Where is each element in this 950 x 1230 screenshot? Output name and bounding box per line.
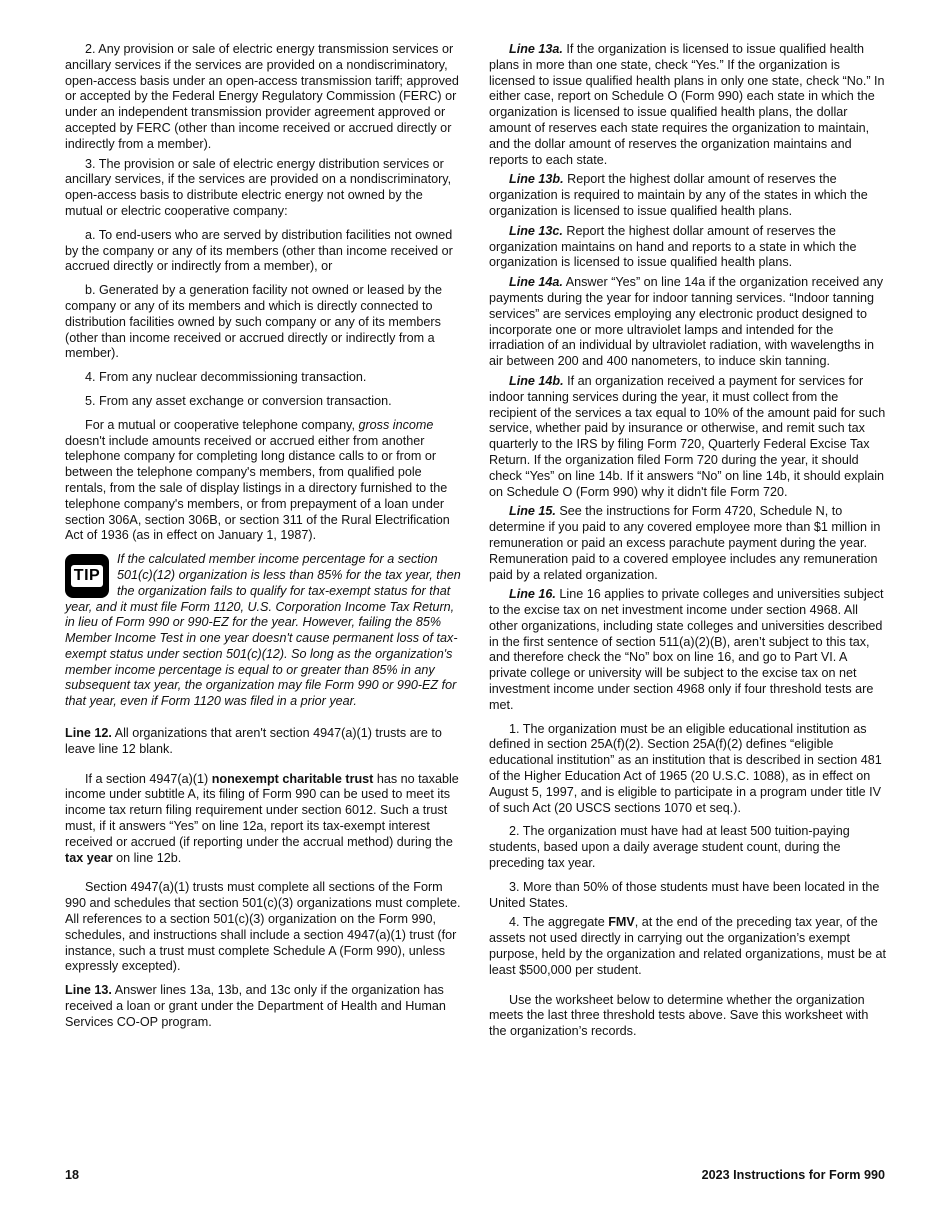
line-16-paragraph: Line 16. Line 16 applies to private colleges and universities subject to the excise tax on net investment income under section 4968. All other organizations, including state colleges and universities described in the first sentence of section 511(a)(2)(B), aren’t subject to this tax, and therefore check the “No” box on line 16, and go to Part VI. A private college or university will be subject to the excise tax on net investment income under section 4968 only if four threshold tests are met. [489,587,884,712]
paragraph-telephone: For a mutual or cooperative telephone company, gross income doesn't include amounts received or accrued either from another telephone company for completing long distance calls to or from or between the telephone company's members, from qualified pole rentals, from the sale of display listings in a directory furnished to the telephone company's members, or from prepayment of a loan under section 306A, section 306B, or section 311 of the Rural Electrification Act of 1936 (as in effect on January 1, 1987). [65,417,450,543]
line-13-heading: Line 13. [65,983,112,998]
page-number: 18 [65,1168,80,1182]
line-13a-paragraph: Line 13a. If the organization is licensed to issue qualified health plans in more than one state, check “Yes.” If the organization is licensed to issue qualified health plans in only one state, check “No.” In either case, report on Schedule O (Form 990) each state in which the organization is licensed to issue qualified health plans, the dollar amount of reserves each state requires the organization to maintain, and the dollar amount of reserves the organization maintains and reports to each state. [489,42,885,167]
line-13-paragraph: Line 13. Answer lines 13a, 13b, and 13c only if the organization has received a loan or grant under the Department of Health and Human Services CO-OP program. [65,983,446,1029]
term-fmv: FMV [608,915,635,930]
tip-box [65,552,463,710]
line-13a-heading: Line 13a. [509,42,563,56]
line-14a-paragraph: Line 14a. Answer “Yes” on line 14a if the organization received any payments during the year for indoor tanning services. “Indoor tanning services” are services employing any electronic product designed to incorporate one or more ultraviolet lamps and intended for the irradiation of an individual by ultraviolet radiation, with wavelengths in air between 200 and 400 nanometers, to induce skin tanning. [489,275,884,369]
paragraph-worksheet-note: Use the worksheet below to determine whether the organization meets the last three threshold tests above. Save this worksheet with the organization’s records. [489,992,869,1039]
paragraph-generation-facility: b. Generated by a generation facility not owned or leased by the company or any of its members and which is directly connected to distribution facilities owned by such company or any of its members (other than income received or accrued directly or indirectly from a member). [65,283,443,361]
line-14a-heading: Line 14a. [509,275,563,290]
paragraph-transmission: 2. Any provision or sale of electric energy transmission services or ancillary services if the services are provided on a nondiscriminatory, open-access basis under an open-access transmission tariff; approved or accepted by the Federal Energy Regulatory Commission (FERC) or under an independent transmission provider agreement approved or accepted by FERC (other than income received or accrued directly or indirectly from a member). [65,42,459,151]
paragraph-nuclear: 4. From any nuclear decommissioning transaction. [85,370,367,385]
term-nonexempt-charitable-trust: nonexempt charitable trust [211,771,374,786]
line-13c-paragraph: Line 13c. Report the highest dollar amount of reserves the organization maintains on hand and reports to a state in which the organization is licensed to issue qualified health plans. [489,223,857,270]
paragraph-distribution: 3. The provision or sale of electric energy distribution services or ancillary services, if the services are provided on a nondiscriminatory, open-access basis to distribute electric energy not owned by the mutual or electric cooperative company: [65,156,452,218]
line-14b-paragraph: Line 14b. If an organization received a payment for services for indoor tanning services during the year, it must collect from the recipient of the services a tax equal to 10% of the amount paid for such service, whether paid by insurance or otherwise, and remit such tax quarterly to the IRS by filing Form 720, Quarterly Federal Excise Tax Return. If the organization filed Form 720 during the year, it should check “Yes” on line 14b. If it answers “No” on line 14b, it should explain on Schedule O (Form 990) why it didn't file Form 720. [489,373,886,499]
line-13b-paragraph: Line 13b. Report the highest dollar amount of reserves the organization is required to maintain by any of the states in which the organization is licensed to issue qualified health plans. [489,172,868,218]
right-column [489,42,887,1044]
line-13b-heading: Line 13b. [509,172,564,187]
line-14b-heading: Line 14b. [509,373,564,388]
left-column [65,42,463,1035]
term-tax-year: tax year [65,850,113,865]
form-title: 2023 Instructions for Form 990 [701,1168,885,1182]
threshold-test-2: 2. The organization must have had at least 500 tuition-paying students, based upon a daily average student count, during the preceding tax year. [489,824,850,871]
line-15-paragraph: Line 15. See the instructions for Form 4720, Schedule N, to determine if you paid to any covered employee more than $1 million in remuneration or paid an excess parachute payment during the year. Remuneration paid to a covered employee includes any remuneration paid by a related organization. [489,504,881,582]
line-15-heading: Line 15. [509,504,556,519]
term-gross-income: gross income [358,417,434,432]
paragraph-nonexempt-trust: If a section 4947(a)(1) nonexempt charitable trust has no taxable income under subtitle A, its filing of Form 990 can be used to meet its income tax return filing requirement under section 6012. Such a trust must, if it answers “Yes” on line 12a, report its tax-exempt interest received or accrued (if reporting under the accrual method) during the tax year on line 12b. [65,771,459,865]
tip-text: If the calculated member income percentage for a section 501(c)(12) organization is less than 85% for the tax year, then the organization fails to qualify for tax-exempt status for that year, and it must file Form 1120, U.S. Corporation Income Tax Return, in lieu of Form 990 or 990-EZ for the year. However, failing the 85% Member Income Test in one year doesn't cause permanent loss of tax-exempt status under section 501(c)(12). So long as the organization's member income percentage is equal to or greater than 85% in any subsequent tax year, the organization may file Form 990 or 990-EZ for that year, even if Form 1120 was filed in a prior year. [65,552,461,709]
paragraph-4947-trusts: Section 4947(a)(1) trusts must complete all sections of the Form 990 and schedules that section 501(c)(3) organizations must complete. All references to a section 501(c)(3) organization on the Form 990, schedules, and instructions shall include a section 4947(a)(1) trust (for instance, such a trust must complete Schedule A (Form 990), unless expressly excepted). [65,880,461,974]
threshold-test-3: 3. More than 50% of those students must have been located in the United States. [489,879,880,910]
paragraph-end-users: a. To end-users who are served by distribution facilities not owned by the company or any of its members (other than income received or accrued directly or indirectly from a member), or [65,227,453,274]
paragraph-asset-exchange: 5. From any asset exchange or conversion transaction. [85,393,392,408]
line-16-heading: Line 16. [509,587,556,602]
threshold-test-4: 4. The aggregate FMV, at the end of the preceding tax year, of the assets not used directly in carrying out the organization’s exempt purpose, held by the organization and related organizations, must be at least $500,000 per student. [489,915,886,977]
line-12-heading: Line 12. [65,726,112,741]
threshold-test-1: 1. The organization must be an eligible educational institution as defined in section 25A(f)(2). Section 25A(f)(2) defines “eligible educational institution” as an institution that is described in section 481 of the Higher Education Act of 1965 (20 U.S.C. 1088), as in effect on August 5, 1997, and is eligible to participate in a program under title IV of such Act (20 USCS sections 1070 et seq.). [489,721,882,815]
line-13c-heading: Line 13c. [509,223,563,238]
tip-icon: TIP [65,554,109,598]
line-12-paragraph: Line 12. All organizations that aren't section 4947(a)(1) trusts are to leave line 12 blank. [65,726,442,756]
